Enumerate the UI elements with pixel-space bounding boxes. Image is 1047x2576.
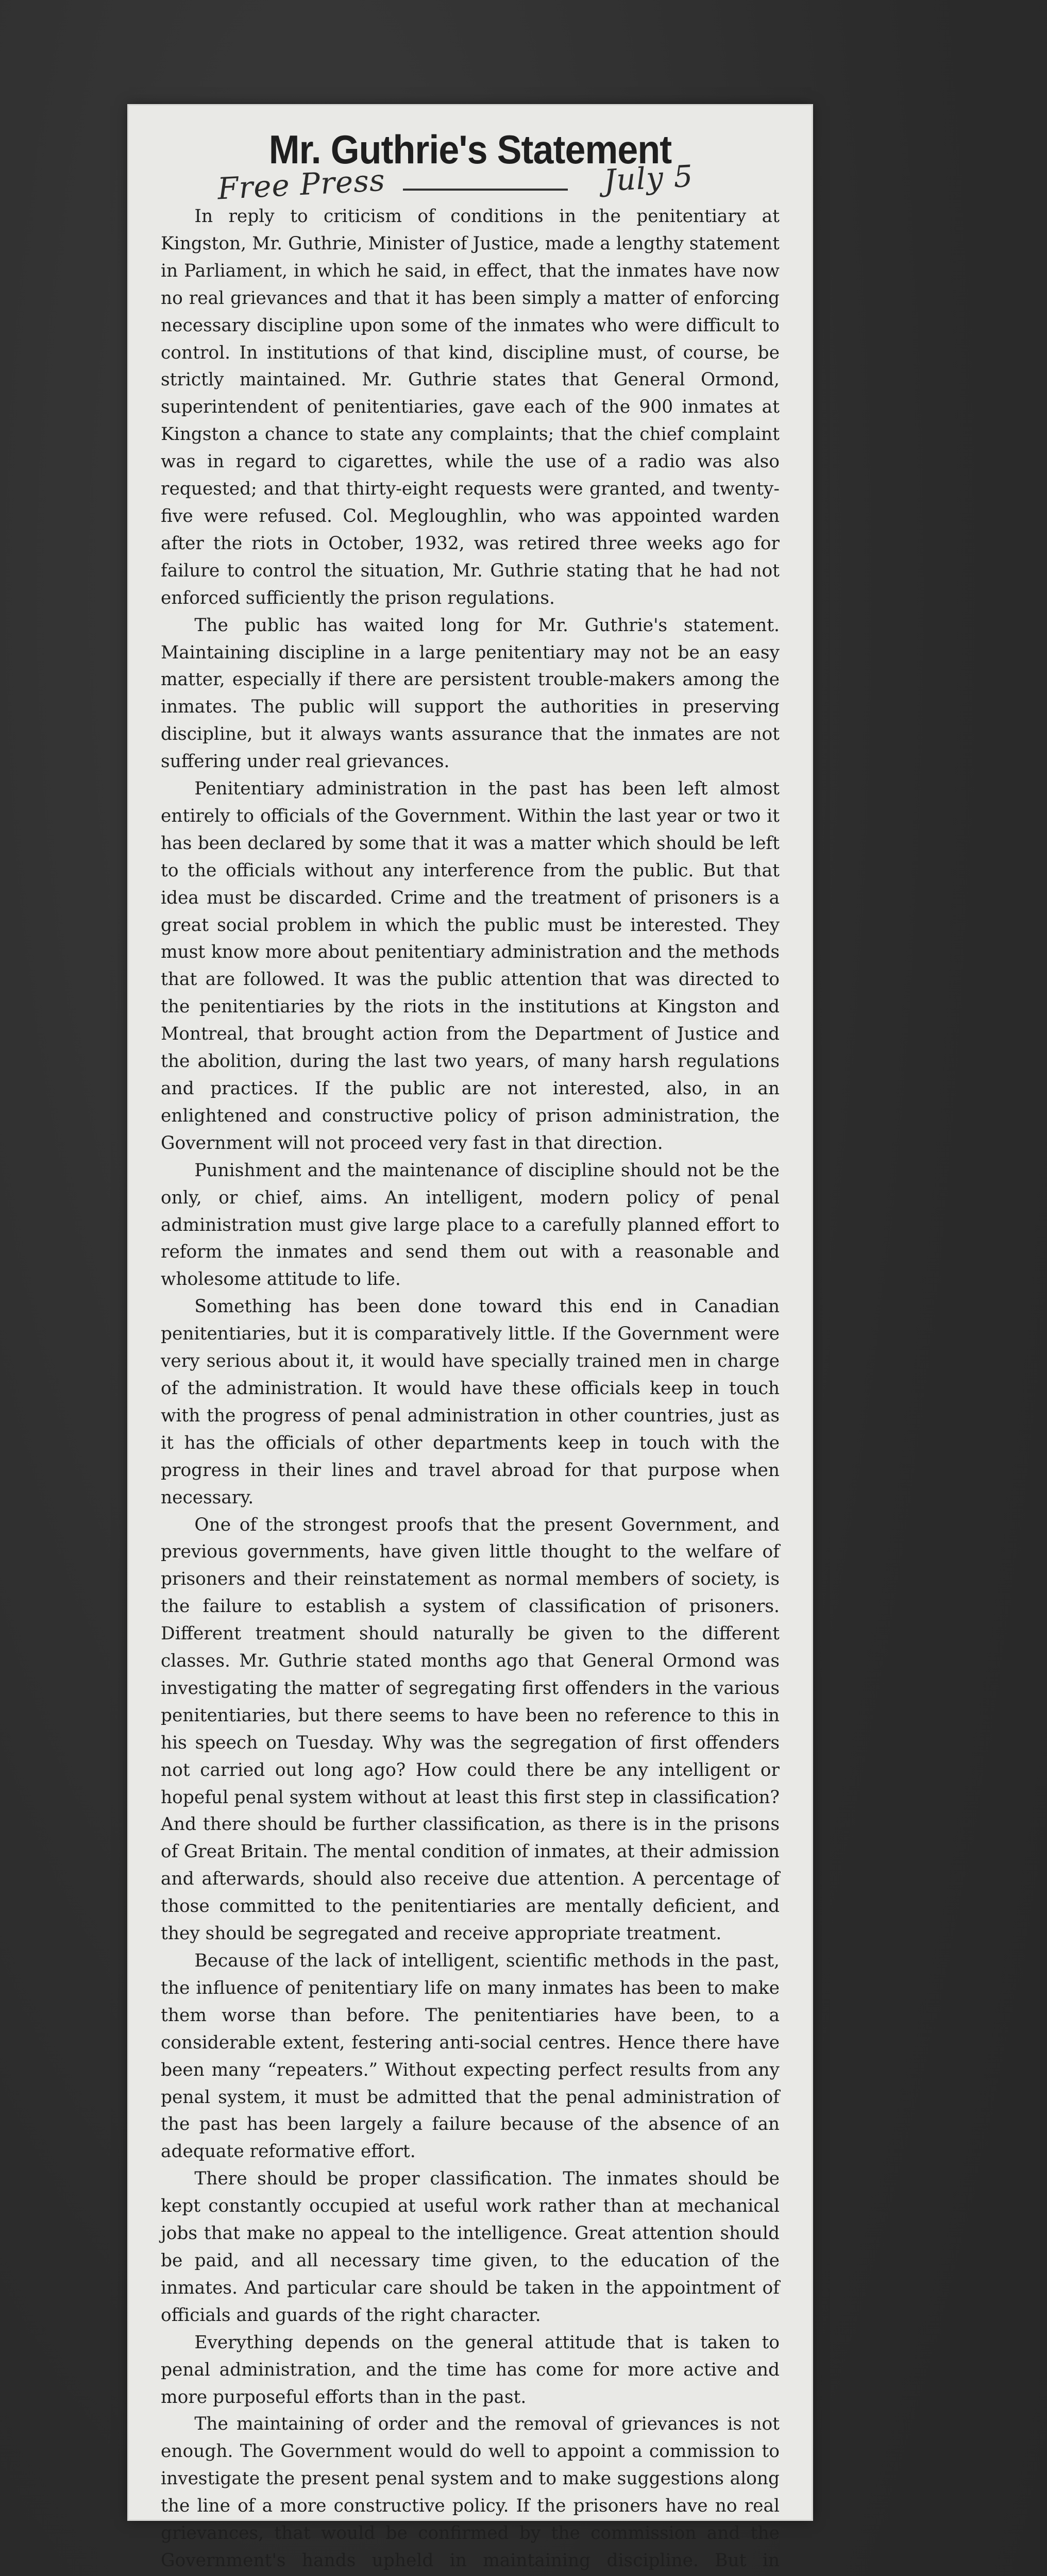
article-paragraph: Everything depends on the general attitude that is taken to penal administration, and the time has come for more active and more purposeful efforts than in the past.	[161, 2332, 780, 2408]
article-paragraph: In reply to criticism of conditions in the penitentiary at Kingston, Mr. Guthrie, Minister of Justice, made a lengthy statement in Parliament, in which he said, in effect, that the inmates have now no real grievances and that it has been simply a matter of enforcing necessary discipline upon some of the inmates who were difficult to control. In institutions of that kind, discipline must, of course, be strictly maintained. Mr. Guthrie states that General Ormond, superintendent of penitentiaries, gave each of the 900 inmates at Kingston a chance to state any complaints; that the chief complaint was in regard to cigarettes, while the use of a radio was also requested; and that thirty-eight requests were granted, and twenty-five were refused. Col. Megloughlin, who was appointed warden after the riots in October, 1932, was retired three weeks ago for failure to control the situation, Mr. Guthrie stating that he had not enforced sufficiently the prison regulations.	[161, 206, 780, 608]
article-paragraph: Penitentiary administration in the past has been left almost entirely to officials of the Government. Within the last year or two it has been declared by some that it was a matter which should be left to the officials without any interference from the public. But that idea must be discarded. Crime and the treatment of prisoners is a great social problem in which the public must be interested. They must know more about penitentiary administration and the methods that are followed. It was the public attention that was directed to the penitentiaries by the riots in the institutions at Kingston and Montreal, that brought action from the Department of Justice and the abolition, during the last two years, of many harsh regulations and practices. If the public are not interested, also, in an enlightened and constructive policy of prison administration, the Government will not proceed very fast in that direction.	[161, 778, 780, 1154]
article-body	[161, 203, 780, 2576]
article-paragraph: One of the strongest proofs that the present Government, and previous governments, have given little thought to the welfare of prisoners and their reinstatement as normal members of society, is the failure to establish a system of classification of prisoners. Different treatment should naturally be given to the different classes. Mr. Guthrie stated months ago that General Ormond was investigating the matter of segregating first offenders in the various penitentiaries, but there seems to have been no reference to this in his speech on Tuesday. Why was the segregation of first offenders not carried out long ago? How could there be any intelligent or hopeful penal system without at least this first step in classification? And there should be further classification, as there is in the prisons of Great Britain. The mental condition of inmates, at their admission and afterwards, should also receive due attention. A percentage of those committed to the penitentiaries are mentally deficient, and they should be segregated and receive appropriate treatment.	[161, 1514, 780, 1944]
newspaper-clipping	[129, 106, 812, 2571]
article-headline: Mr. Guthrie's Statement	[268, 127, 672, 172]
handwritten-source: Free Press	[216, 162, 386, 207]
article-paragraph: Punishment and the maintenance of discipline should not be the only, or chief, aims. An intelligent, modern policy of penal administration must give large place to a carefully planned effort to reform the inmates and send them out with a reasonable and wholesome attitude to life.	[161, 1160, 780, 1290]
article-paragraph: There should be proper classification. The inmates should be kept constantly occupied at useful work rather than at mechanical jobs that make no appeal to the intelligence. Great attention should be paid, and all necessary time given, to the education of the inmates. And particular care should be taken in the appointment of officials and guards of the right character.	[161, 2168, 780, 2326]
article-paragraph: The public has waited long for Mr. Guthrie's statement. Maintaining discipline in a large penitentiary may not be an easy matter, especially if there are persistent trouble-makers among the inmates. The public will support the authorities in preserving discipline, but it always wants assurance that the inmates are not suffering under real grievances.	[161, 615, 780, 772]
handwritten-date: July 5	[603, 158, 694, 198]
headline-rule	[403, 189, 568, 191]
article-paragraph: Something has been done toward this end in Canadian penitentiaries, but it is comparatively little. If the Government were very serious about it, it would have specially trained men in charge of the administration. It would have these officials keep in touch with the progress of penal administration in other countries, just as it has the officials of other departments keep in touch with the progress in their lines and travel abroad for that purpose when necessary.	[161, 1296, 780, 1508]
article-paragraph: Because of the lack of intelligent, scientific methods in the past, the influence of penitentiary life on many inmates has been to make them worse than before. The penitentiaries have been, to a considerable extent, festering anti-social centres. Hence there have been many “repeaters.” Without expecting perfect results from any penal system, it must be admitted that the penal administration of the past has been largely a failure because of the absence of an adequate reformative effort.	[161, 1951, 780, 2162]
handwritten-annotation	[161, 158, 780, 207]
article-paragraph: The maintaining of order and the removal of grievances is not enough. The Government would do well to appoint a commission to investigate the present penal system and to make suggestions along the line of a more constructive policy. If the prisoners have no real grievances, that would be confirmed by the commission and the Government's hands upheld in maintaining discipline. But in	[161, 2414, 780, 2571]
